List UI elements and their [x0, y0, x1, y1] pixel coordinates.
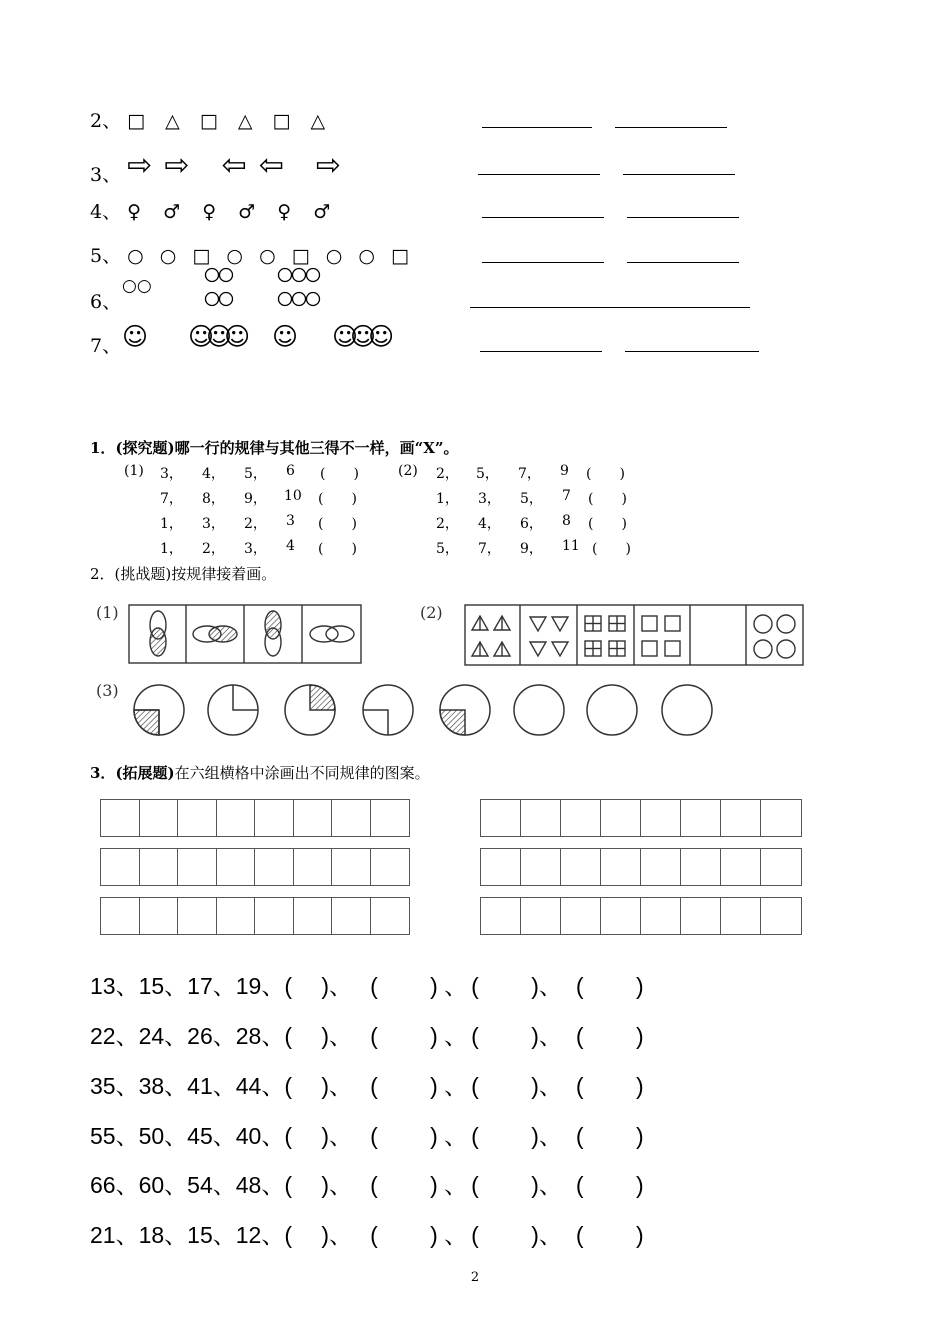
answer-paren[interactable]: ( )	[318, 491, 357, 507]
drawing-grid-row[interactable]	[100, 897, 410, 935]
square-icon: □	[390, 245, 409, 267]
q1-title	[90, 437, 459, 458]
circle-pair-icon: ○○	[122, 276, 152, 296]
answer-paren[interactable]: ( )、	[471, 1222, 562, 1248]
pattern-row-7	[90, 331, 121, 358]
cell: 1，	[160, 516, 183, 532]
left-arrow-icon: ⇦	[258, 148, 284, 183]
sequence-numbers: 55、50、45、40、	[90, 1123, 285, 1149]
answer-blank[interactable]	[625, 351, 759, 352]
answer-blank[interactable]	[480, 351, 602, 352]
page-number: 2	[470, 1270, 480, 1285]
cell: 5，	[476, 466, 499, 482]
drawing-grid-row[interactable]	[480, 799, 802, 837]
smiley-icon: ☺	[122, 322, 149, 351]
q3-tag: (拓展题)	[115, 764, 175, 782]
q2-title	[90, 563, 276, 584]
answer-paren[interactable]: ( )、	[471, 1123, 562, 1149]
pattern-row-4	[90, 197, 344, 224]
drawing-grid-row[interactable]	[100, 848, 410, 886]
smiley-icon: ☺	[272, 322, 299, 351]
smiley-triple-icon: ☺☺☺	[188, 322, 243, 351]
smiley-group	[122, 322, 387, 351]
drawing-grid-row[interactable]	[480, 848, 802, 886]
square-icon: □	[291, 245, 310, 267]
fig1-label: (1)	[96, 603, 119, 622]
cell: 7，	[478, 541, 501, 557]
right-arrow-icon: ⇨	[315, 148, 342, 183]
female-symbol-icon: ♀	[277, 201, 292, 223]
q1-text: 哪一行的规律与其他三得不一样，画“X”。	[174, 439, 459, 457]
pattern-row-6	[90, 287, 121, 314]
answer-paren[interactable]: ( )	[586, 466, 625, 482]
circle-icon: ○	[259, 245, 276, 267]
sequence-numbers: 35、38、41、44、	[90, 1073, 285, 1099]
smiley-triple-icon: ☺☺☺	[332, 322, 387, 351]
answer-paren[interactable]: ( ) 、	[370, 1222, 468, 1248]
square-icon: □	[272, 110, 291, 132]
fig2-label: (2)	[420, 603, 443, 622]
answer-paren[interactable]: ( )、	[284, 1172, 353, 1198]
sequence-row	[90, 1068, 644, 1101]
group1-label: (1)	[124, 463, 144, 479]
male-symbol-icon: ♂	[163, 201, 181, 223]
cell: 3，	[160, 466, 183, 482]
circles-groups-4-6	[200, 266, 330, 310]
right-arrow-icon: ⇨	[127, 148, 153, 183]
cell: 5，	[244, 466, 267, 482]
answer-paren[interactable]: ( )	[318, 541, 357, 557]
fig2-shapes-strip	[464, 604, 806, 668]
male-symbol-icon: ♂	[313, 201, 331, 223]
cell: 8	[562, 513, 571, 529]
answer-paren[interactable]: ( )、	[471, 1023, 562, 1049]
female-symbol-icon: ♀	[202, 201, 217, 223]
answer-blank[interactable]	[627, 262, 739, 263]
sequence-numbers: 66、60、54、48、	[90, 1172, 285, 1198]
answer-blank[interactable]	[627, 217, 739, 218]
answer-blank[interactable]	[482, 262, 604, 263]
cell: 3，	[202, 516, 225, 532]
cell: 9，	[520, 541, 543, 557]
answer-paren[interactable]: ( )、	[471, 1073, 562, 1099]
answer-blank[interactable]	[623, 174, 735, 175]
circle-icon: ○	[358, 245, 375, 267]
female-symbol-icon: ♀	[127, 201, 142, 223]
q2-tag: (挑战题)	[114, 565, 172, 583]
answer-paren[interactable]: ( )、	[284, 1123, 353, 1149]
cell: 3	[286, 513, 295, 529]
cell: 4	[286, 538, 295, 554]
answer-paren[interactable]: ( )	[575, 1222, 644, 1248]
cell: 3，	[478, 491, 501, 507]
square-icon: □	[199, 110, 218, 132]
group2-label: (2)	[398, 463, 418, 479]
q2-number: 2．	[90, 565, 115, 583]
right-arrow-icon: ⇨	[164, 148, 190, 183]
pattern-row-2	[90, 106, 339, 133]
answer-paren[interactable]: ( )	[575, 1172, 644, 1198]
fig3-circles-strip	[128, 682, 728, 742]
answer-paren[interactable]: ( )	[575, 973, 644, 999]
answer-blank[interactable]	[482, 127, 592, 128]
row-label: 6、	[90, 291, 122, 313]
left-arrow-icon: ⇦	[221, 148, 247, 183]
cell: 9，	[244, 491, 267, 507]
cell: 3，	[244, 541, 267, 557]
cell: 9	[560, 463, 569, 479]
row-label: 2、	[90, 110, 122, 132]
cell: 8，	[202, 491, 225, 507]
cell: 4，	[202, 466, 225, 482]
answer-paren[interactable]: ( ) 、	[370, 973, 468, 999]
q3-title	[90, 762, 430, 783]
answer-paren[interactable]: ( )	[588, 516, 627, 532]
answer-blank[interactable]	[478, 174, 600, 175]
cell: 1，	[160, 541, 183, 557]
circle-icon: ○	[127, 245, 144, 267]
answer-paren[interactable]: ( )	[575, 1123, 644, 1149]
row-label: 4、	[90, 201, 122, 223]
pattern-row-3	[90, 148, 355, 186]
triangle-icon: △	[310, 110, 326, 132]
q1-tag: (探究题)	[115, 439, 175, 457]
cell: 2，	[244, 516, 267, 532]
cell: 2，	[436, 466, 459, 482]
cell: 1，	[436, 491, 459, 507]
cell: 6	[286, 463, 295, 479]
q1-number: 1．	[90, 439, 116, 457]
answer-paren[interactable]: ( )	[320, 466, 359, 482]
cell: 2，	[202, 541, 225, 557]
answer-paren[interactable]: ( ) 、	[370, 1123, 468, 1149]
circle-icon: ○	[325, 245, 343, 267]
fig3-label: (3)	[96, 681, 119, 700]
fig1-ellipse-strip	[128, 604, 364, 666]
pattern-row-5	[90, 241, 423, 268]
sequence-row	[90, 968, 644, 1001]
answer-paren[interactable]: ( )、	[284, 973, 353, 999]
answer-paren[interactable]: ( )、	[471, 1172, 562, 1198]
answer-paren[interactable]: ( )	[592, 541, 631, 557]
answer-blank[interactable]	[470, 307, 750, 308]
square-icon: □	[127, 110, 146, 132]
cell: 4，	[478, 516, 501, 532]
circle-icon: ○	[159, 245, 177, 267]
answer-paren[interactable]: ( )	[575, 1073, 644, 1099]
male-symbol-icon: ♂	[238, 201, 256, 223]
row-label: 3、	[90, 164, 122, 186]
q3-number: 3．	[90, 764, 116, 782]
answer-paren[interactable]: ( )、	[284, 1222, 353, 1248]
sequence-row	[90, 1167, 644, 1200]
q2-text: 按规律接着画。	[171, 565, 277, 583]
answer-paren[interactable]: ( )	[318, 516, 357, 532]
answer-blank[interactable]	[615, 127, 727, 128]
answer-paren[interactable]: ( )	[588, 491, 627, 507]
triangle-icon: △	[237, 110, 253, 132]
answer-paren[interactable]: ( )、	[284, 1023, 353, 1049]
sequence-row	[90, 1217, 644, 1250]
answer-paren[interactable]: ( ) 、	[370, 1073, 468, 1099]
triangle-icon: △	[165, 110, 180, 132]
cell: 2，	[436, 516, 459, 532]
answer-paren[interactable]: ( ) 、	[370, 1023, 468, 1049]
drawing-grid-row[interactable]	[100, 799, 410, 837]
drawing-grid-row[interactable]	[480, 897, 802, 935]
cell: 5，	[436, 541, 459, 557]
cell: 5，	[520, 491, 543, 507]
answer-paren[interactable]: ( ) 、	[370, 1172, 468, 1198]
answer-paren[interactable]: ( )、	[284, 1073, 353, 1099]
answer-paren[interactable]: ( )	[575, 1023, 644, 1049]
answer-paren[interactable]: ( )、	[471, 973, 562, 999]
answer-blank[interactable]	[482, 217, 604, 218]
sequence-row	[90, 1018, 644, 1051]
q3-text: 在六组横格中涂画出不同规律的图案。	[174, 764, 430, 782]
row-label: 7、	[90, 335, 122, 357]
circles-group-2	[122, 276, 152, 296]
square-icon: □	[192, 245, 211, 267]
cell: 7	[562, 488, 571, 504]
row-label: 5、	[90, 245, 122, 267]
cell: 7，	[518, 466, 541, 482]
cell: 6，	[520, 516, 543, 532]
sequence-row	[90, 1118, 644, 1151]
sequence-numbers: 22、24、26、28、	[90, 1023, 285, 1049]
circle-icon: ○	[226, 245, 244, 267]
cell: 11	[562, 538, 580, 554]
cell: 7，	[160, 491, 183, 507]
sequence-numbers: 13、15、17、19、	[90, 973, 285, 999]
cell: 10	[284, 488, 302, 504]
sequence-numbers: 21、18、15、12、	[90, 1222, 285, 1248]
